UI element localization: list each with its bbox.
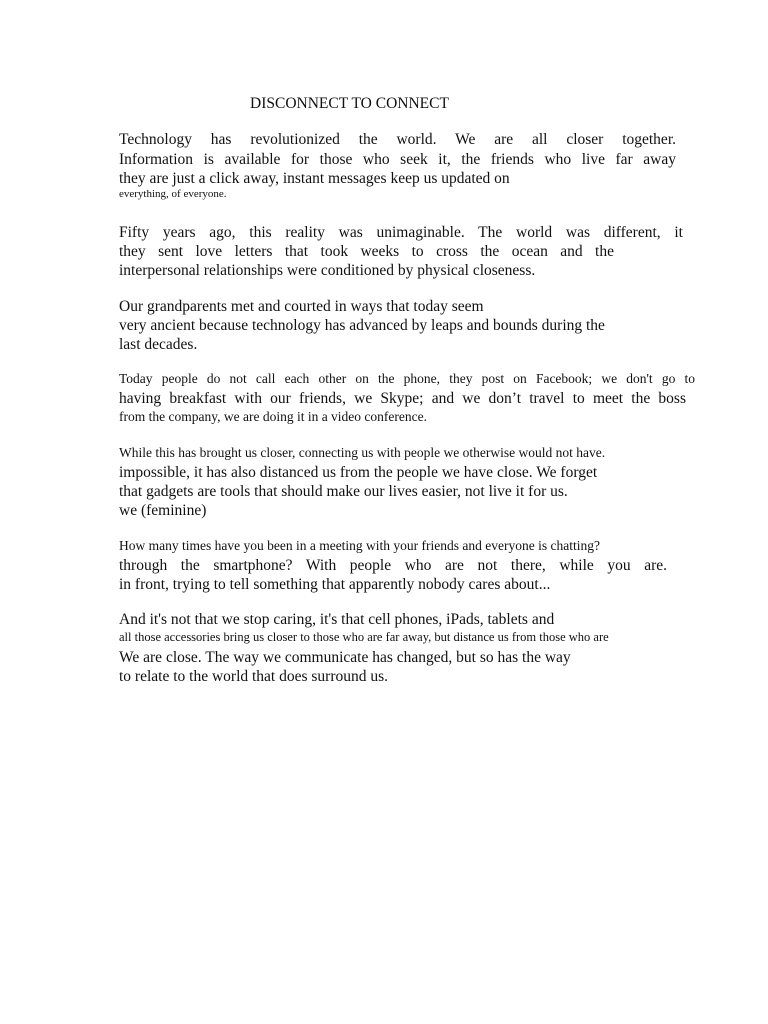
paragraph-3-line-3: last decades. [119, 336, 198, 353]
paragraph-1-line-4: everything, of everyone. [119, 188, 227, 200]
document-title: DISCONNECT TO CONNECT [250, 95, 449, 112]
paragraph-5-line-2: impossible, it has also distanced us from the people we have close. We forget [119, 464, 598, 481]
paragraph-6-line-1: How many times have you been in a meeting with your friends and everyone is chatting? [119, 538, 600, 553]
paragraph-1-line-3: they are just a click away, instant messages keep us updated on [119, 170, 510, 187]
paragraph-4-line-1: Today people do not call each other on the phone, they post on Facebook; we don't go to [119, 371, 695, 386]
paragraph-1-line-1: Technology has revolutionized the world. We are all closer together. [119, 131, 676, 148]
paragraph-7-line-1: And it's not that we stop caring, it's that cell phones, iPads, tablets and [119, 611, 555, 628]
paragraph-7-line-2: all those accessories bring us closer to those who are far away, but distance us from those who are [119, 630, 609, 644]
paragraph-1-line-2: Information is available for those who seek it, the friends who live far away [119, 151, 676, 168]
paragraph-6-line-2: through the smartphone? With people who are not there, while you are. [119, 557, 667, 574]
paragraph-4-line-2: having breakfast with our friends, we Skype; and we don’t travel to meet the boss [119, 390, 686, 407]
paragraph-2-line-1: Fifty years ago, this reality was unimaginable. The world was different, it [119, 224, 683, 241]
paragraph-7-line-3: We are close. The way we communicate has changed, but so has the way [119, 649, 571, 666]
paragraph-2-line-3: interpersonal relationships were conditioned by physical closeness. [119, 262, 536, 279]
paragraph-5-line-4: we (feminine) [119, 502, 207, 519]
paragraph-5-line-3: that gadgets are tools that should make our lives easier, not live it for us. [119, 483, 568, 500]
paragraph-7-line-4: to relate to the world that does surround us. [119, 668, 389, 685]
paragraph-6-line-3: in front, trying to tell something that apparently nobody cares about... [119, 576, 551, 593]
paragraph-3-line-1: Our grandparents met and courted in ways that today seem [119, 298, 484, 315]
paragraph-3-line-2: very ancient because technology has advanced by leaps and bounds during the [119, 317, 605, 334]
paragraph-5-line-1: While this has brought us closer, connecting us with people we otherwise would not have. [119, 445, 606, 460]
paragraph-4-line-3: from the company, we are doing it in a video conference. [119, 409, 428, 424]
paragraph-2-line-2: they sent love letters that took weeks to cross the ocean and the [119, 243, 614, 260]
